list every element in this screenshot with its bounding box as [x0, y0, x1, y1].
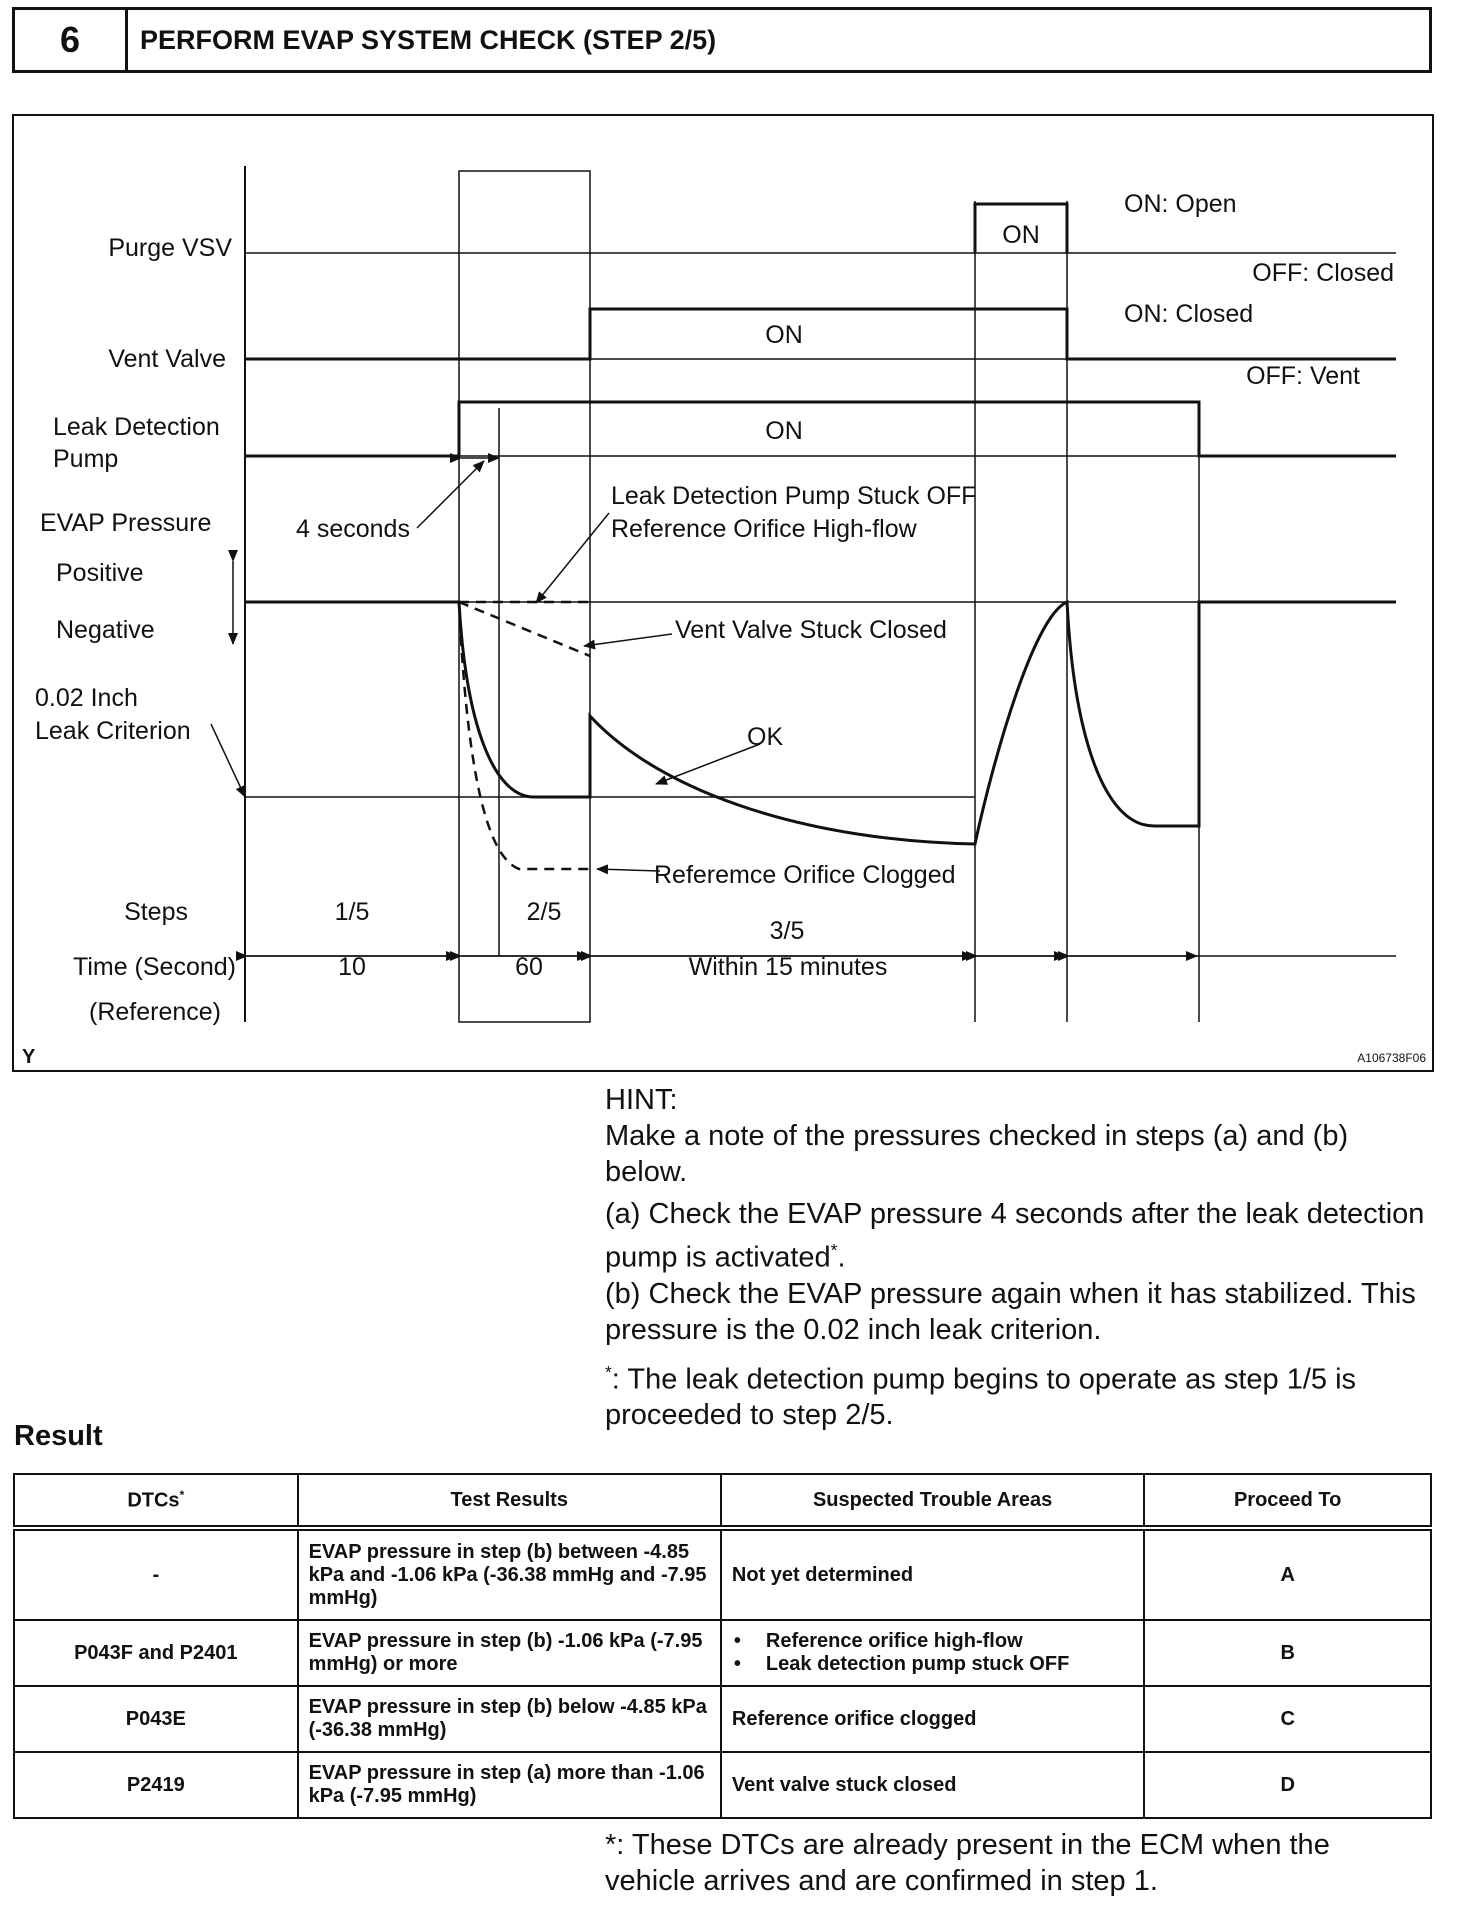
step-1-label: 1/5 — [334, 898, 370, 926]
area-cell: Vent valve stuck closed — [721, 1752, 1144, 1818]
table-row — [14, 1752, 1431, 1818]
test-cell: EVAP pressure in step (b) between -4.85 kPa and -1.06 kPa (-36.38 mmHg and -7.95 mmHg) — [298, 1528, 721, 1620]
test-cell: EVAP pressure in step (b) below -4.85 kPa (-36.38 mmHg) — [298, 1686, 721, 1752]
label-leak-pump-1: Leak Detection — [53, 413, 220, 441]
label-evap-pressure: EVAP Pressure — [40, 509, 212, 537]
vent-stuck-closed-label: Vent Valve Stuck Closed — [675, 616, 947, 644]
criterion-leader — [211, 724, 245, 797]
test-cell: EVAP pressure in step (b) -1.06 kPa (-7.95 mmHg) or more — [298, 1620, 721, 1686]
label-vent-valve: Vent Valve — [108, 345, 226, 373]
vent-off-meaning: OFF: Vent — [1246, 362, 1360, 390]
result-title: Result — [14, 1420, 103, 1452]
proceed-cell: B — [1144, 1620, 1431, 1686]
vent-stuck-closed-trace — [459, 602, 590, 656]
area-cell: Not yet determined — [721, 1528, 1144, 1620]
pump-on-label: ON — [765, 417, 803, 445]
area-bullet: • Leak detection pump stuck OFF — [732, 1653, 1133, 1676]
hint-block — [605, 1082, 1425, 1433]
orifice-clogged-label: Referemce Orifice Clogged — [654, 861, 956, 889]
dtc-footnote: *: These DTCs are already present in the ECM when the vehicle arrives and are confirmed in step 1. — [605, 1829, 1330, 1897]
time-1-label: 10 — [338, 953, 366, 981]
step-2-label: 2/5 — [526, 898, 562, 926]
hint-title: HINT: — [605, 1084, 678, 1116]
ok-leader — [656, 744, 760, 784]
purge-on-meaning: ON: Open — [1124, 190, 1237, 218]
stuck-off-leader — [536, 513, 609, 603]
table-row — [14, 1528, 1431, 1620]
column-proceed-to: Proceed To — [1144, 1474, 1431, 1528]
area-cell — [721, 1620, 1144, 1686]
column-trouble-areas: Suspected Trouble Areas — [721, 1474, 1144, 1528]
label-time: Time (Second) — [72, 953, 236, 981]
pump-stuck-off-label: Leak Detection Pump Stuck OFF — [611, 482, 977, 510]
pump-signal — [245, 402, 1396, 456]
orifice-clogged-trace — [459, 602, 590, 869]
time-3-label: Within 15 minutes — [688, 953, 888, 981]
step-header — [12, 7, 1432, 73]
label-reference: (Reference) — [89, 998, 221, 1026]
timing-diagram — [12, 114, 1434, 1072]
purge-on-label: ON — [1002, 221, 1040, 249]
proceed-cell: D — [1144, 1752, 1431, 1818]
label-leak-pump-2: Pump — [53, 445, 119, 473]
step-number: 6 — [15, 10, 128, 70]
test-cell: EVAP pressure in step (a) more than -1.06 kPa (-7.95 mmHg) — [298, 1752, 721, 1818]
label-criterion-2: Leak Criterion — [35, 717, 191, 745]
column-dtcs: DTCs* — [14, 1474, 298, 1528]
proceed-cell: A — [1144, 1528, 1431, 1620]
column-test-results: Test Results — [298, 1474, 721, 1528]
corner-letter: Y — [22, 1046, 36, 1068]
clogged-leader — [597, 869, 660, 871]
vent-on-label: ON — [765, 321, 803, 349]
dtc-cell: - — [14, 1528, 298, 1620]
vent-on-meaning: ON: Closed — [1124, 300, 1254, 328]
step-title: PERFORM EVAP SYSTEM CHECK (STEP 2/5) — [140, 24, 717, 55]
dtc-cell: P2419 — [14, 1752, 298, 1818]
label-positive: Positive — [56, 559, 144, 587]
four-seconds-leader — [417, 461, 484, 528]
label-steps: Steps — [124, 898, 188, 926]
step-3-label: 3/5 — [769, 917, 805, 945]
time-2-label: 60 — [515, 953, 543, 981]
area-cell: Reference orifice clogged — [721, 1686, 1144, 1752]
table-row — [14, 1686, 1431, 1752]
four-seconds-label: 4 seconds — [296, 515, 410, 543]
ok-label: OK — [747, 723, 784, 751]
area-bullet: • Reference orifice high-flow — [732, 1630, 1133, 1653]
hint-note: *: The leak detection pump begins to operate as step 1/5 is proceeded to step 2/5. — [605, 1361, 1357, 1432]
purge-off-meaning: OFF: Closed — [1252, 259, 1394, 287]
dtc-cell: P043F and P2401 — [14, 1620, 298, 1686]
hint-line-2: (a) Check the EVAP pressure 4 seconds after the leak detection pump is activated*. — [605, 1198, 1425, 1274]
table-row — [14, 1620, 1431, 1686]
hint-line-1: Make a note of the pressures checked in steps (a) and (b) below. — [605, 1120, 1349, 1188]
label-negative: Negative — [56, 616, 155, 644]
result-table — [13, 1473, 1432, 1819]
proceed-cell: C — [1144, 1686, 1431, 1752]
figure-id: A106738F06 — [1357, 1051, 1426, 1065]
label-purge-vsv: Purge VSV — [108, 234, 232, 262]
label-criterion-1: 0.02 Inch — [35, 684, 138, 712]
hint-line-3: (b) Check the EVAP pressure again when it has stabilized. This pressure is the 0.02 inch leak criterion. — [605, 1277, 1416, 1346]
dtc-cell: P043E — [14, 1686, 298, 1752]
orifice-high-flow-label: Reference Orifice High-flow — [611, 515, 917, 543]
vent-stuck-leader — [584, 634, 672, 646]
step-2-box — [459, 171, 590, 1022]
table-header-row — [14, 1474, 1431, 1528]
